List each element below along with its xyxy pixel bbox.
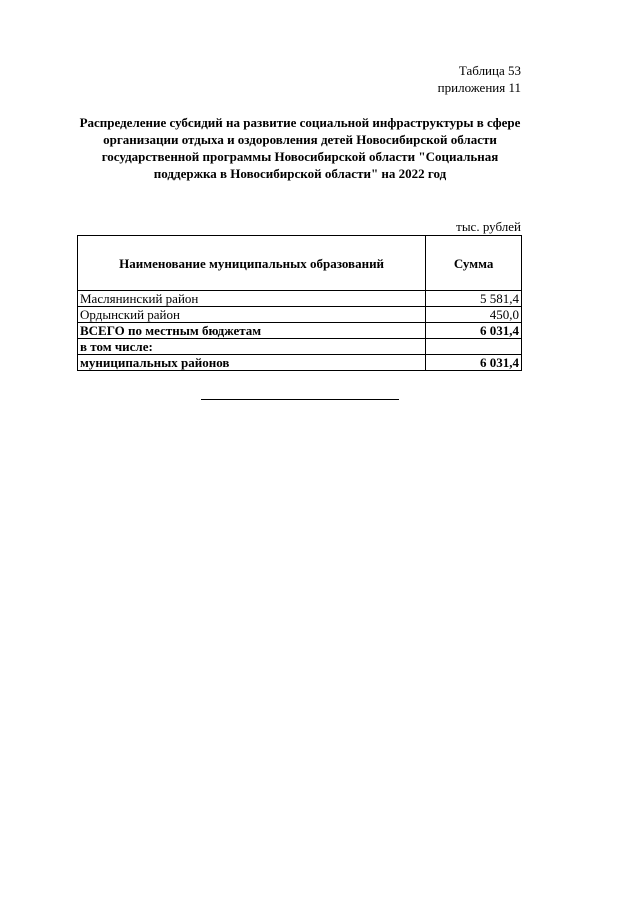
title-line-1: Распределение субсидий на развитие социальной инфраструктуры в сфере [79,115,521,130]
row-name-cell: Ордынский район [78,307,426,323]
table-label: Таблица 53 [458,63,521,78]
total-row [78,323,522,339]
including-name-cell: в том числе: [78,339,426,355]
subsidy-table [77,235,522,371]
total-sum-cell: 6 031,4 [426,323,522,339]
total-name-cell: ВСЕГО по местным бюджетам [78,323,426,339]
municipal-districts-sum-cell: 6 031,4 [426,355,522,371]
municipal-districts-row [78,355,522,371]
table-row [78,307,522,323]
title-line-4: поддержка в Новосибирской области" на 2022 год [153,166,447,181]
appendix-label: приложения 11 [437,80,521,95]
table-row [78,291,522,307]
column-header-name: Наименование муниципальных образований [78,236,426,291]
row-name-cell: Маслянинский район [78,291,426,307]
table-number-header [438,62,521,96]
document-title [78,114,522,182]
column-header-sum: Сумма [426,236,522,291]
table-header-row [78,236,522,291]
units-label: тыс. рублей [456,219,521,234]
title-line-3: государственной программы Новосибирской области "Социальная [101,149,499,164]
municipal-districts-name-cell: муниципальных районов [78,355,426,371]
including-row [78,339,522,355]
including-sum-cell [426,339,522,355]
row-sum-cell: 5 581,4 [426,291,522,307]
row-sum-cell: 450,0 [426,307,522,323]
title-line-2: организации отдыха и оздоровления детей Новосибирской области [103,132,497,147]
closing-divider-line [201,399,399,400]
